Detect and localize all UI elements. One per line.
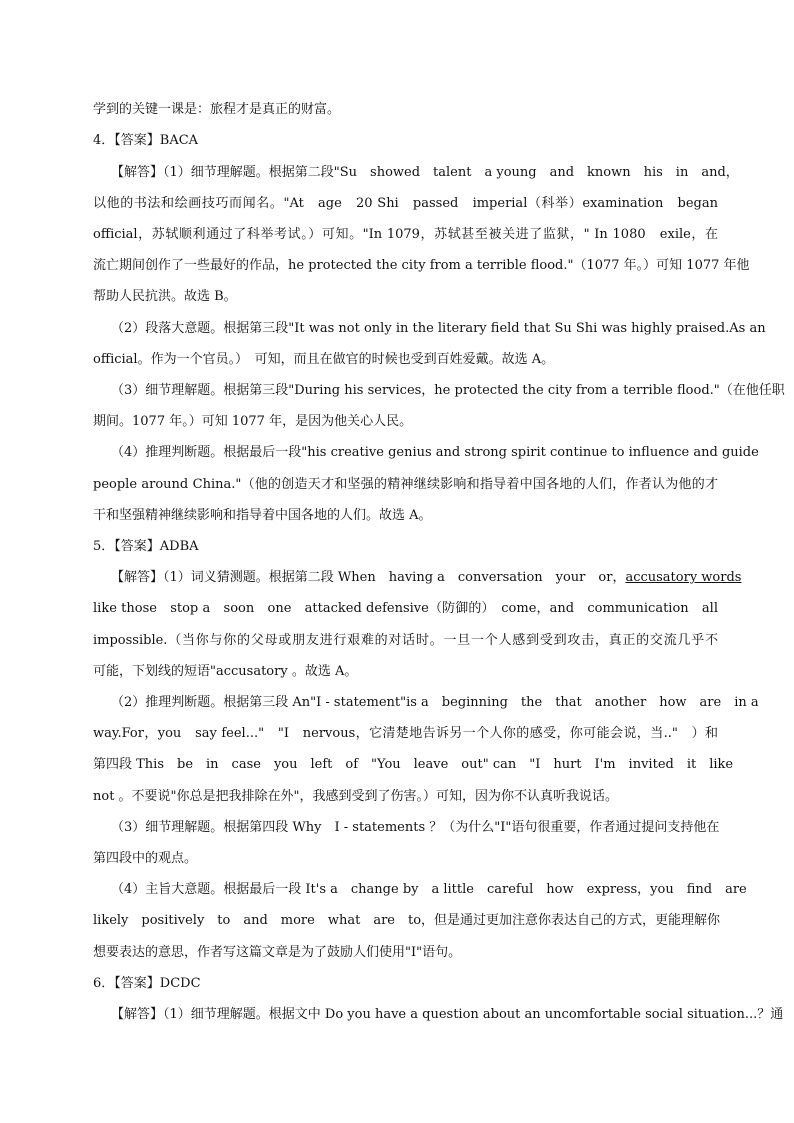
text-line: like those stop a soon one attacked defensive（防御的） come，and communication all xyxy=(93,601,718,616)
text-line: way.For，you say feel..." "I nervous，它清楚地告诉另一个人你的感受，你可能会说，当.." ）和 xyxy=(93,726,718,741)
text-line: 【解答】（1）细节理解题。根据第二段"Su showed talent a young and known his in and， xyxy=(111,165,739,180)
text-line: 以他的书法和绘画技巧而闻名。"At age 20 Shi passed imperial（科举）examination began xyxy=(93,196,718,211)
text-line: official。作为一个官员。） 可知，而且在做官的时候也受到百姓爱戴。故选 A。 xyxy=(93,352,555,367)
text-line: 第四段中的观点。 xyxy=(93,851,198,866)
text-line: 期间。1077 年。）可知 1077 年，是因为他关心人民。 xyxy=(93,414,413,429)
text-line: impossible.（当你与你的父母或朋友进行艰难的对话时。一旦一个人感到受到攻击，真正的交流几乎不 xyxy=(93,633,718,648)
text-line: 可能，下划线的短语"accusatory 。故选 A。 xyxy=(93,664,358,679)
answer-heading: 4．【答案】BACA xyxy=(93,133,199,148)
text-line: （2）推理判断题。根据第三段 An"I - statement"is a beginning the that another how are in a xyxy=(111,695,759,710)
answer-heading: 6．【答案】DCDC xyxy=(93,976,201,991)
text-line: people around China."（他的创造天才和坚强的精神继续影响和指导着中国各地的人们，作者认为他的才 xyxy=(93,477,718,492)
text-line: （2）段落大意题。根据第三段"It was not only in the literary field that Su Shi was highly praised.As an xyxy=(111,321,766,336)
text-line: （4）主旨大意题。根据最后一段 It's a change by a little careful how express，you find are xyxy=(111,882,747,897)
text-line: （3）细节理解题。根据第四段 Why I - statements ？（为什么"I"语句很重要，作者通过提问支持他在 xyxy=(111,820,720,835)
text-line: likely positively to and more what are to，但是通过更加注意你表达自己的方式，更能理解你 xyxy=(93,913,721,928)
text-line: 帮助人民抗洪。故选 B。 xyxy=(93,289,237,304)
text-line: 第四段 This be in case you left of "You leave out" can "I hurt I'm invited it like xyxy=(93,757,734,772)
text-line: （4）推理判断题。根据最后一段"his creative genius and strong spirit continue to influence and guide xyxy=(111,445,759,460)
text-line: （3）细节理解题。根据第三段"During his services，he protected the city from a terrible flood."（在他任职 xyxy=(111,383,785,398)
text-segment: 【解答】（1）词义猜测题。根据第二段 When having a conversation your or， xyxy=(111,570,626,585)
underlined-phrase: accusatory words xyxy=(625,570,742,585)
text-line: 流亡期间创作了一些最好的作品，he protected the city from a terrible flood."（1077 年。）可知 1077 年他 xyxy=(93,258,750,273)
text-line xyxy=(111,568,742,588)
text-line: not 。不要说"你总是把我排除在外"，我感到受到了伤害。）可知，因为你不认真听我说话。 xyxy=(93,789,619,804)
answer-heading: 5．【答案】ADBA xyxy=(93,539,199,554)
text-line: 学到的关键一课是：旅程才是真正的财富。 xyxy=(93,102,341,117)
text-line: 【解答】（1）细节理解题。根据文中 Do you have a question about an uncomfortable social situation...？通 xyxy=(111,1007,784,1022)
text-line: official，苏轼顺利通过了科举考试。）可知。"In 1079，苏轼甚至被关进了监狱，" In 1080 exile，在 xyxy=(93,227,718,242)
text-line: 想要表达的意思，作者写这篇文章是为了鼓励人们使用"I"语句。 xyxy=(93,945,462,960)
text-line: 干和坚强精神继续影响和指导着中国各地的人们。故选 A。 xyxy=(93,508,432,523)
